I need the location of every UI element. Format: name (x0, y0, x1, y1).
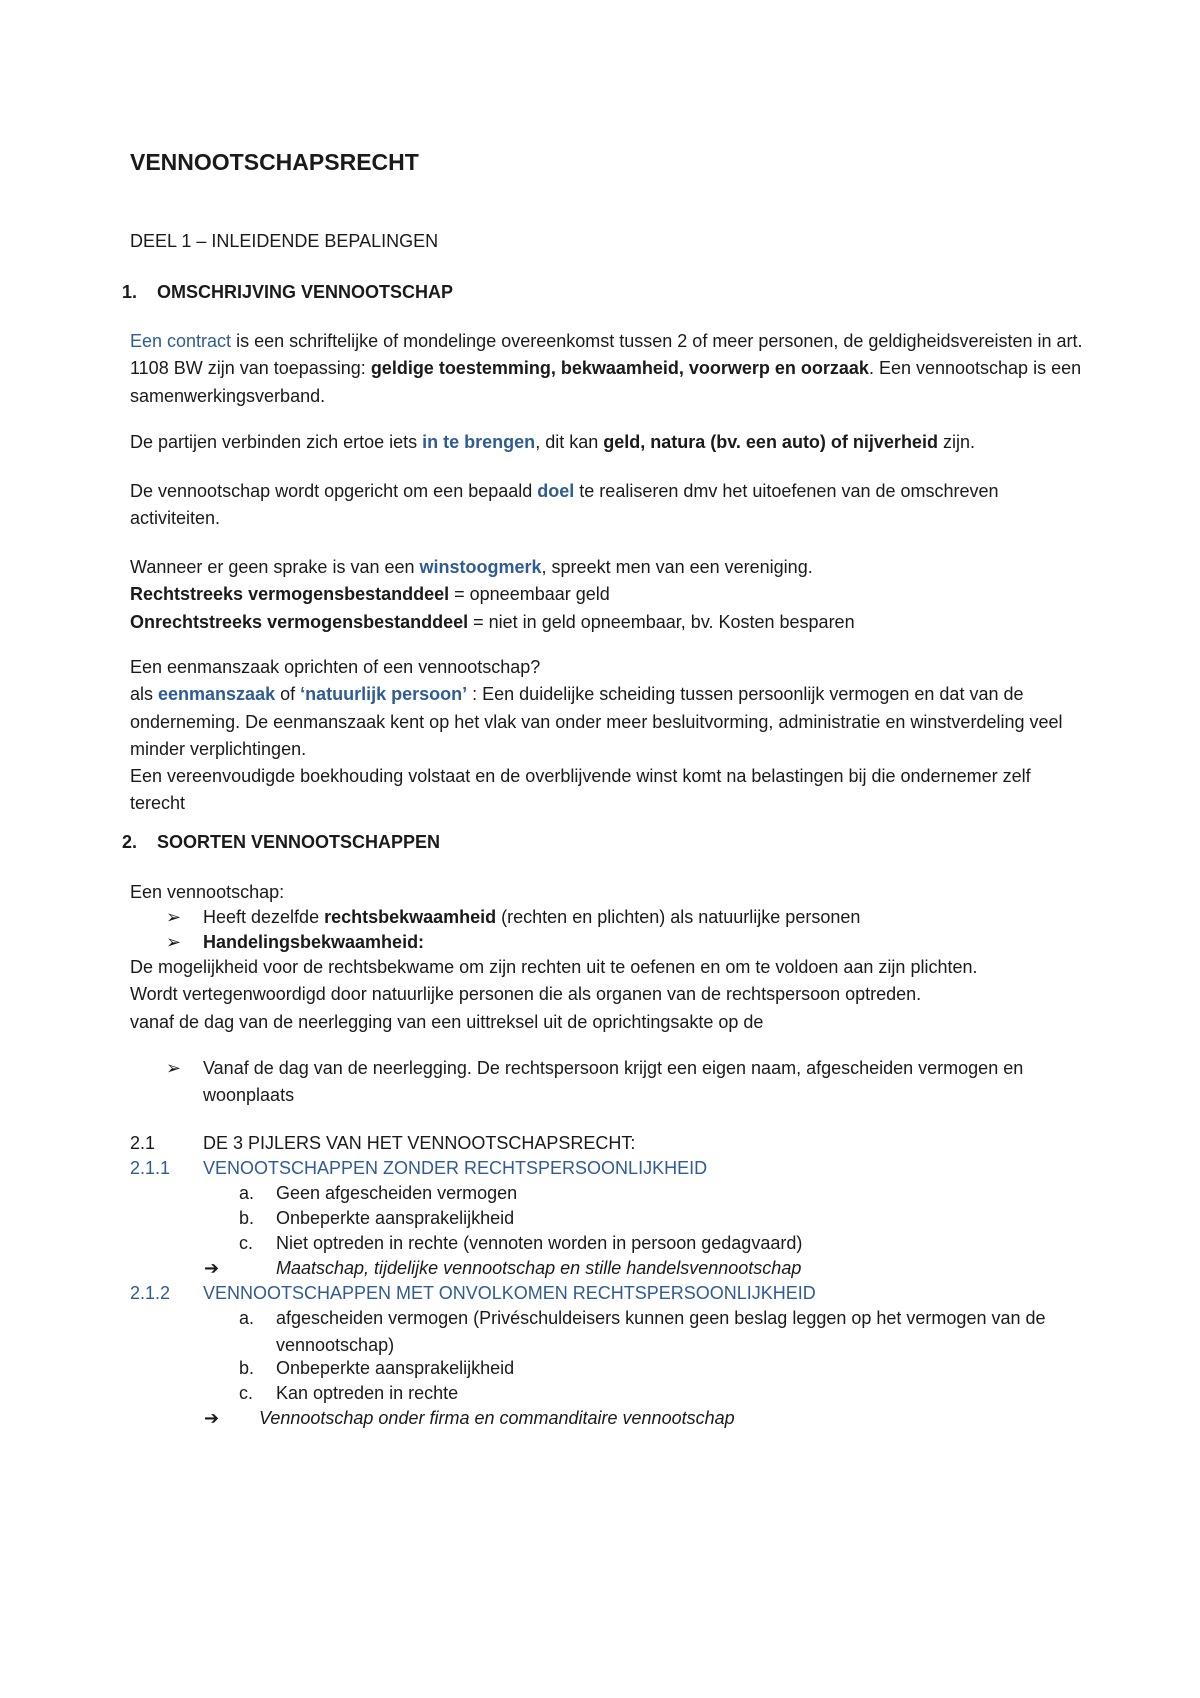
section-title: OMSCHRIJVING VENNOOTSCHAP (157, 282, 454, 302)
list-item-text: Onbeperkte aansprakelijkheid (276, 1208, 515, 1228)
section-title: SOORTEN VENNOOTSCHAPPEN (157, 832, 441, 852)
subsection-title: VENOOTSCHAPPEN ZONDER RECHTSPERSOONLIJKHEID (203, 1158, 708, 1178)
bullet-item (166, 1055, 1086, 1110)
subsection-number: 2.1 (130, 1133, 156, 1153)
list-item (239, 1205, 1099, 1232)
bullet-arrow-icon: ➢ (166, 932, 182, 952)
subsection-heading-2-1-1 (130, 1155, 707, 1182)
list-marker: c. (239, 1383, 254, 1403)
term-eenmanszaak: eenmanszaak (158, 684, 276, 705)
subsection-heading-2-1-2 (130, 1280, 816, 1307)
bold-run: Onrechtstreeks vermogensbestanddeel (130, 611, 469, 632)
conclusion-line (204, 1405, 735, 1432)
term-inbrengen: in te brengen (422, 432, 536, 452)
bold-run: geldige toestemming, bekwaamheid, voorwerp en oorzaak (370, 358, 869, 379)
section-number: 2. (122, 832, 138, 852)
term-natuurlijk-persoon: ‘natuurlijk persoon’ (300, 684, 468, 705)
conclusion-text: Maatschap, tijdelijke vennootschap en stille handelsvennootschap (276, 1258, 802, 1278)
section-number: 1. (122, 282, 138, 302)
text-run: Een vereenvoudigde boekhouding volstaat en de overblijvende winst komt na belastingen bij die ondernemer zelf terecht (130, 766, 1031, 814)
document-title: VENNOOTSCHAPSRECHT (130, 149, 419, 175)
text-run: zijn. (937, 432, 975, 452)
term-doel: doel (537, 481, 575, 501)
list-item (239, 1230, 1099, 1257)
list-item-text: Kan optreden in rechte (276, 1383, 459, 1403)
list-marker: a. (239, 1308, 255, 1328)
subsection-number: 2.1.2 (130, 1283, 171, 1303)
bullet-arrow-icon: ➢ (166, 1058, 182, 1078)
list-item (239, 1180, 1099, 1207)
text-run: Heeft dezelfde (203, 907, 325, 927)
text-run: = opneembaar geld (449, 584, 610, 605)
paragraph-winstoogmerk (130, 554, 1090, 636)
text-run: , spreekt men van een vereniging. (541, 557, 813, 577)
right-arrow-icon: ➔ (204, 1258, 220, 1278)
bullet-text (203, 904, 1086, 931)
paragraph-doel (130, 478, 1090, 533)
bullet-item (166, 904, 1086, 931)
intro-line: Een vennootschap: (130, 882, 285, 902)
text-run: De mogelijkheid voor de rechtsbekwame om zijn rechten uit te oefenen en om te voldoen aan zijn plichten. (130, 957, 978, 977)
term-contract: Een contract (130, 331, 232, 351)
text-run: De vennootschap wordt opgericht om een bepaald (130, 481, 538, 501)
bullet-text: Vanaf de dag van de neerlegging. De rechtspersoon krijgt een eigen naam, afgescheiden vermogen en woonplaats (203, 1058, 1024, 1106)
bold-run: rechtsbekwaamheid (324, 907, 497, 927)
text-run: is een schriftelijke of mondelinge overeenkomst tussen 2 of meer personen, de geldigheidsvereisten in art. 1108 BW zijn van toepassing: (130, 331, 1083, 379)
paragraph-contract (130, 328, 1090, 410)
text-run: of (275, 684, 301, 705)
list-marker: a. (239, 1183, 255, 1203)
text-run: : Een duidelijke scheiding tussen persoonlijk vermogen en dat van de onderneming. De eenmanszaak kent op het vlak van onder meer besluitvorming, administratie en winstverdeling veel minder verplichtingen. (130, 684, 1063, 759)
list-item (239, 1305, 1099, 1360)
text-run: als (130, 684, 159, 705)
conclusion-text: Vennootschap onder firma en commanditaire vennootschap (259, 1408, 735, 1428)
paragraph-inbreng (130, 429, 1090, 456)
subsection-number: 2.1.1 (130, 1158, 171, 1178)
term-winstoogmerk: winstoogmerk (419, 557, 542, 577)
list-marker: b. (239, 1358, 255, 1378)
paragraph-handelingsbekwaamheid (130, 954, 1090, 1036)
list-item-text: Niet optreden in rechte (vennoten worden in persoon gedagvaard) (276, 1233, 803, 1253)
bullet-arrow-icon: ➢ (166, 907, 182, 927)
bullet-text (203, 929, 1086, 956)
bold-run: Rechtstreeks vermogensbestanddeel (130, 584, 450, 605)
text-run: . Een vennootschap is een samenwerkingsverband. (130, 358, 1082, 406)
text-run: (rechten en plichten) als natuurlijke personen (496, 907, 861, 927)
bold-run: geld, natura (bv. een auto) of nijverheid (603, 432, 938, 452)
bullet-item (166, 929, 1086, 956)
list-item (239, 1380, 1099, 1407)
conclusion-line (204, 1255, 801, 1282)
text-run: = niet in geld opneembaar, bv. Kosten besparen (468, 611, 855, 632)
right-arrow-icon: ➔ (204, 1408, 220, 1428)
text-run: Wordt vertegenwoordigd door natuurlijke personen die als organen van de rechtspersoon optreden. (130, 984, 922, 1005)
text-run: vanaf de dag van de neerlegging van een uittreksel uit de oprichtingsakte op de (130, 1011, 764, 1032)
text-run: Een eenmanszaak oprichten of een vennootschap? (130, 657, 541, 677)
section-heading-1 (122, 279, 453, 306)
text-run: , dit kan (535, 432, 604, 452)
subsection-title: DE 3 PIJLERS VAN HET VENNOOTSCHAPSRECHT: (203, 1133, 636, 1153)
paragraph-eenmanszaak (130, 654, 1090, 818)
text-run: Wanneer er geen sprake is van een (130, 557, 420, 577)
text-run: De partijen verbinden zich ertoe iets (130, 432, 423, 452)
list-item-text: Onbeperkte aansprakelijkheid (276, 1358, 515, 1378)
subsection-title: VENNOOTSCHAPPEN MET ONVOLKOMEN RECHTSPERSOONLIJKHEID (203, 1283, 816, 1303)
list-marker: c. (239, 1233, 254, 1253)
list-marker: b. (239, 1208, 255, 1228)
list-item-text: afgescheiden vermogen (Privéschuldeisers kunnen geen beslag leggen op het vermogen van de vennootschap) (276, 1308, 1046, 1356)
bold-run: Handelingsbekwaamheid: (203, 932, 425, 952)
subsection-heading-2-1 (130, 1130, 635, 1157)
list-item-text: Geen afgescheiden vermogen (276, 1183, 518, 1203)
section-heading-2 (122, 829, 440, 856)
part-heading: DEEL 1 – INLEIDENDE BEPALINGEN (130, 231, 439, 251)
list-item (239, 1355, 1099, 1382)
text-run: te realiseren dmv het uitoefenen van de omschreven activiteiten. (130, 481, 999, 529)
